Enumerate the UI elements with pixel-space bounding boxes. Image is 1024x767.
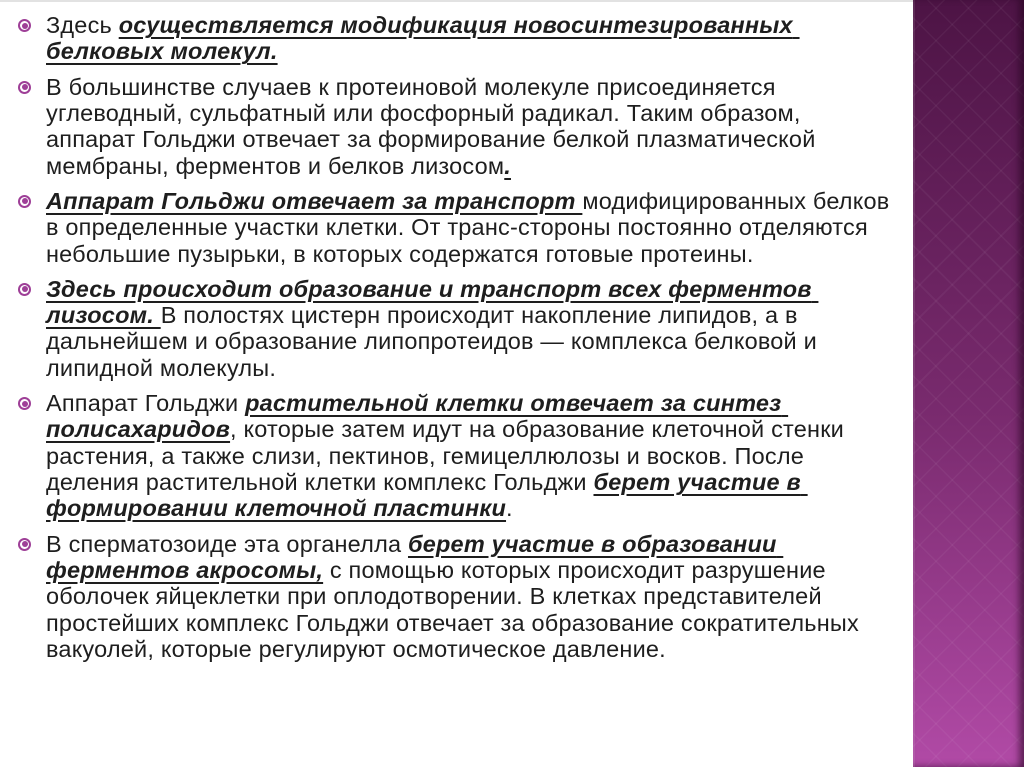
bullet-item bbox=[18, 74, 890, 179]
bullet-icon bbox=[18, 397, 31, 410]
bullet-list bbox=[18, 12, 897, 671]
bullet-icon bbox=[18, 19, 31, 32]
right-accent-stripe bbox=[913, 0, 1024, 767]
text-segment: берет участие в формировании клеточной пластинки bbox=[46, 469, 808, 522]
bullet-text bbox=[46, 74, 890, 179]
bullet-text bbox=[46, 276, 890, 381]
bullet-text bbox=[46, 390, 890, 522]
bullet-icon bbox=[18, 283, 31, 296]
bullet-item bbox=[18, 187, 897, 267]
text-segment: модифицированных белков в определенные участки клетки. От транс-стороны постоянно отделяются небольшие пузырьки, в которых содержатся готовые протеины. bbox=[46, 187, 897, 267]
bullet-text bbox=[46, 187, 897, 267]
bullet-icon bbox=[18, 195, 31, 208]
text-segment: В большинстве случаев к протеиновой молекуле присоединяется углеводный, сульфатный или фосфорный радикал. Таким образом, аппарат Гольджи отвечает за формирование белкой плазматической мембраны, ферментов и белков лизосом bbox=[46, 73, 823, 179]
text-segment: Аппарат Гольджи bbox=[46, 390, 246, 417]
top-divider bbox=[0, 0, 1024, 2]
bullet-text bbox=[46, 531, 890, 663]
bullet-item bbox=[18, 390, 890, 522]
text-segment: В полостях цистерн происходит накопление липидов, а в дальнейшем и образование липопротеидов — комплекса белковой и липидной молекулы. bbox=[46, 302, 824, 381]
text-segment: . bbox=[504, 152, 511, 179]
text-segment: Здесь bbox=[46, 12, 119, 38]
text-segment: В сперматозоиде эта органелла bbox=[46, 530, 408, 557]
text-segment: Аппарат Гольджи отвечает за транспорт bbox=[46, 187, 583, 214]
text-segment: . bbox=[506, 495, 513, 522]
text-segment: с помощью которых происходит разрушение оболочек яйцеклетки при оплодотворении. В клетках представителей простейших комплекс Гольджи отвечает за образование сократительных вакуолей, которые регулируют осмотическое давление. bbox=[46, 556, 866, 662]
bullet-item bbox=[18, 276, 890, 381]
text-segment: , которые затем идут на образование клеточной стенки растения, а также слизи, пектинов, гемицеллюлозы и восков. После деления растительной клетки комплекс Гольджи bbox=[46, 416, 851, 495]
text-segment: Здесь происходит образование и транспорт всех ферментов лизосом. bbox=[46, 275, 819, 329]
text-segment: растительной клетки отвечает за синтез полисахаридов bbox=[46, 390, 789, 443]
bullet-icon bbox=[18, 81, 31, 94]
text-segment: осуществляется модификация новосинтезированных белковых молекул. bbox=[46, 12, 800, 65]
text-segment: берет участие в образовании ферментов акросомы, bbox=[46, 530, 784, 583]
bullet-icon bbox=[18, 538, 31, 551]
bullet-item bbox=[18, 531, 890, 663]
bullet-item bbox=[18, 12, 890, 65]
bullet-text bbox=[46, 12, 890, 65]
